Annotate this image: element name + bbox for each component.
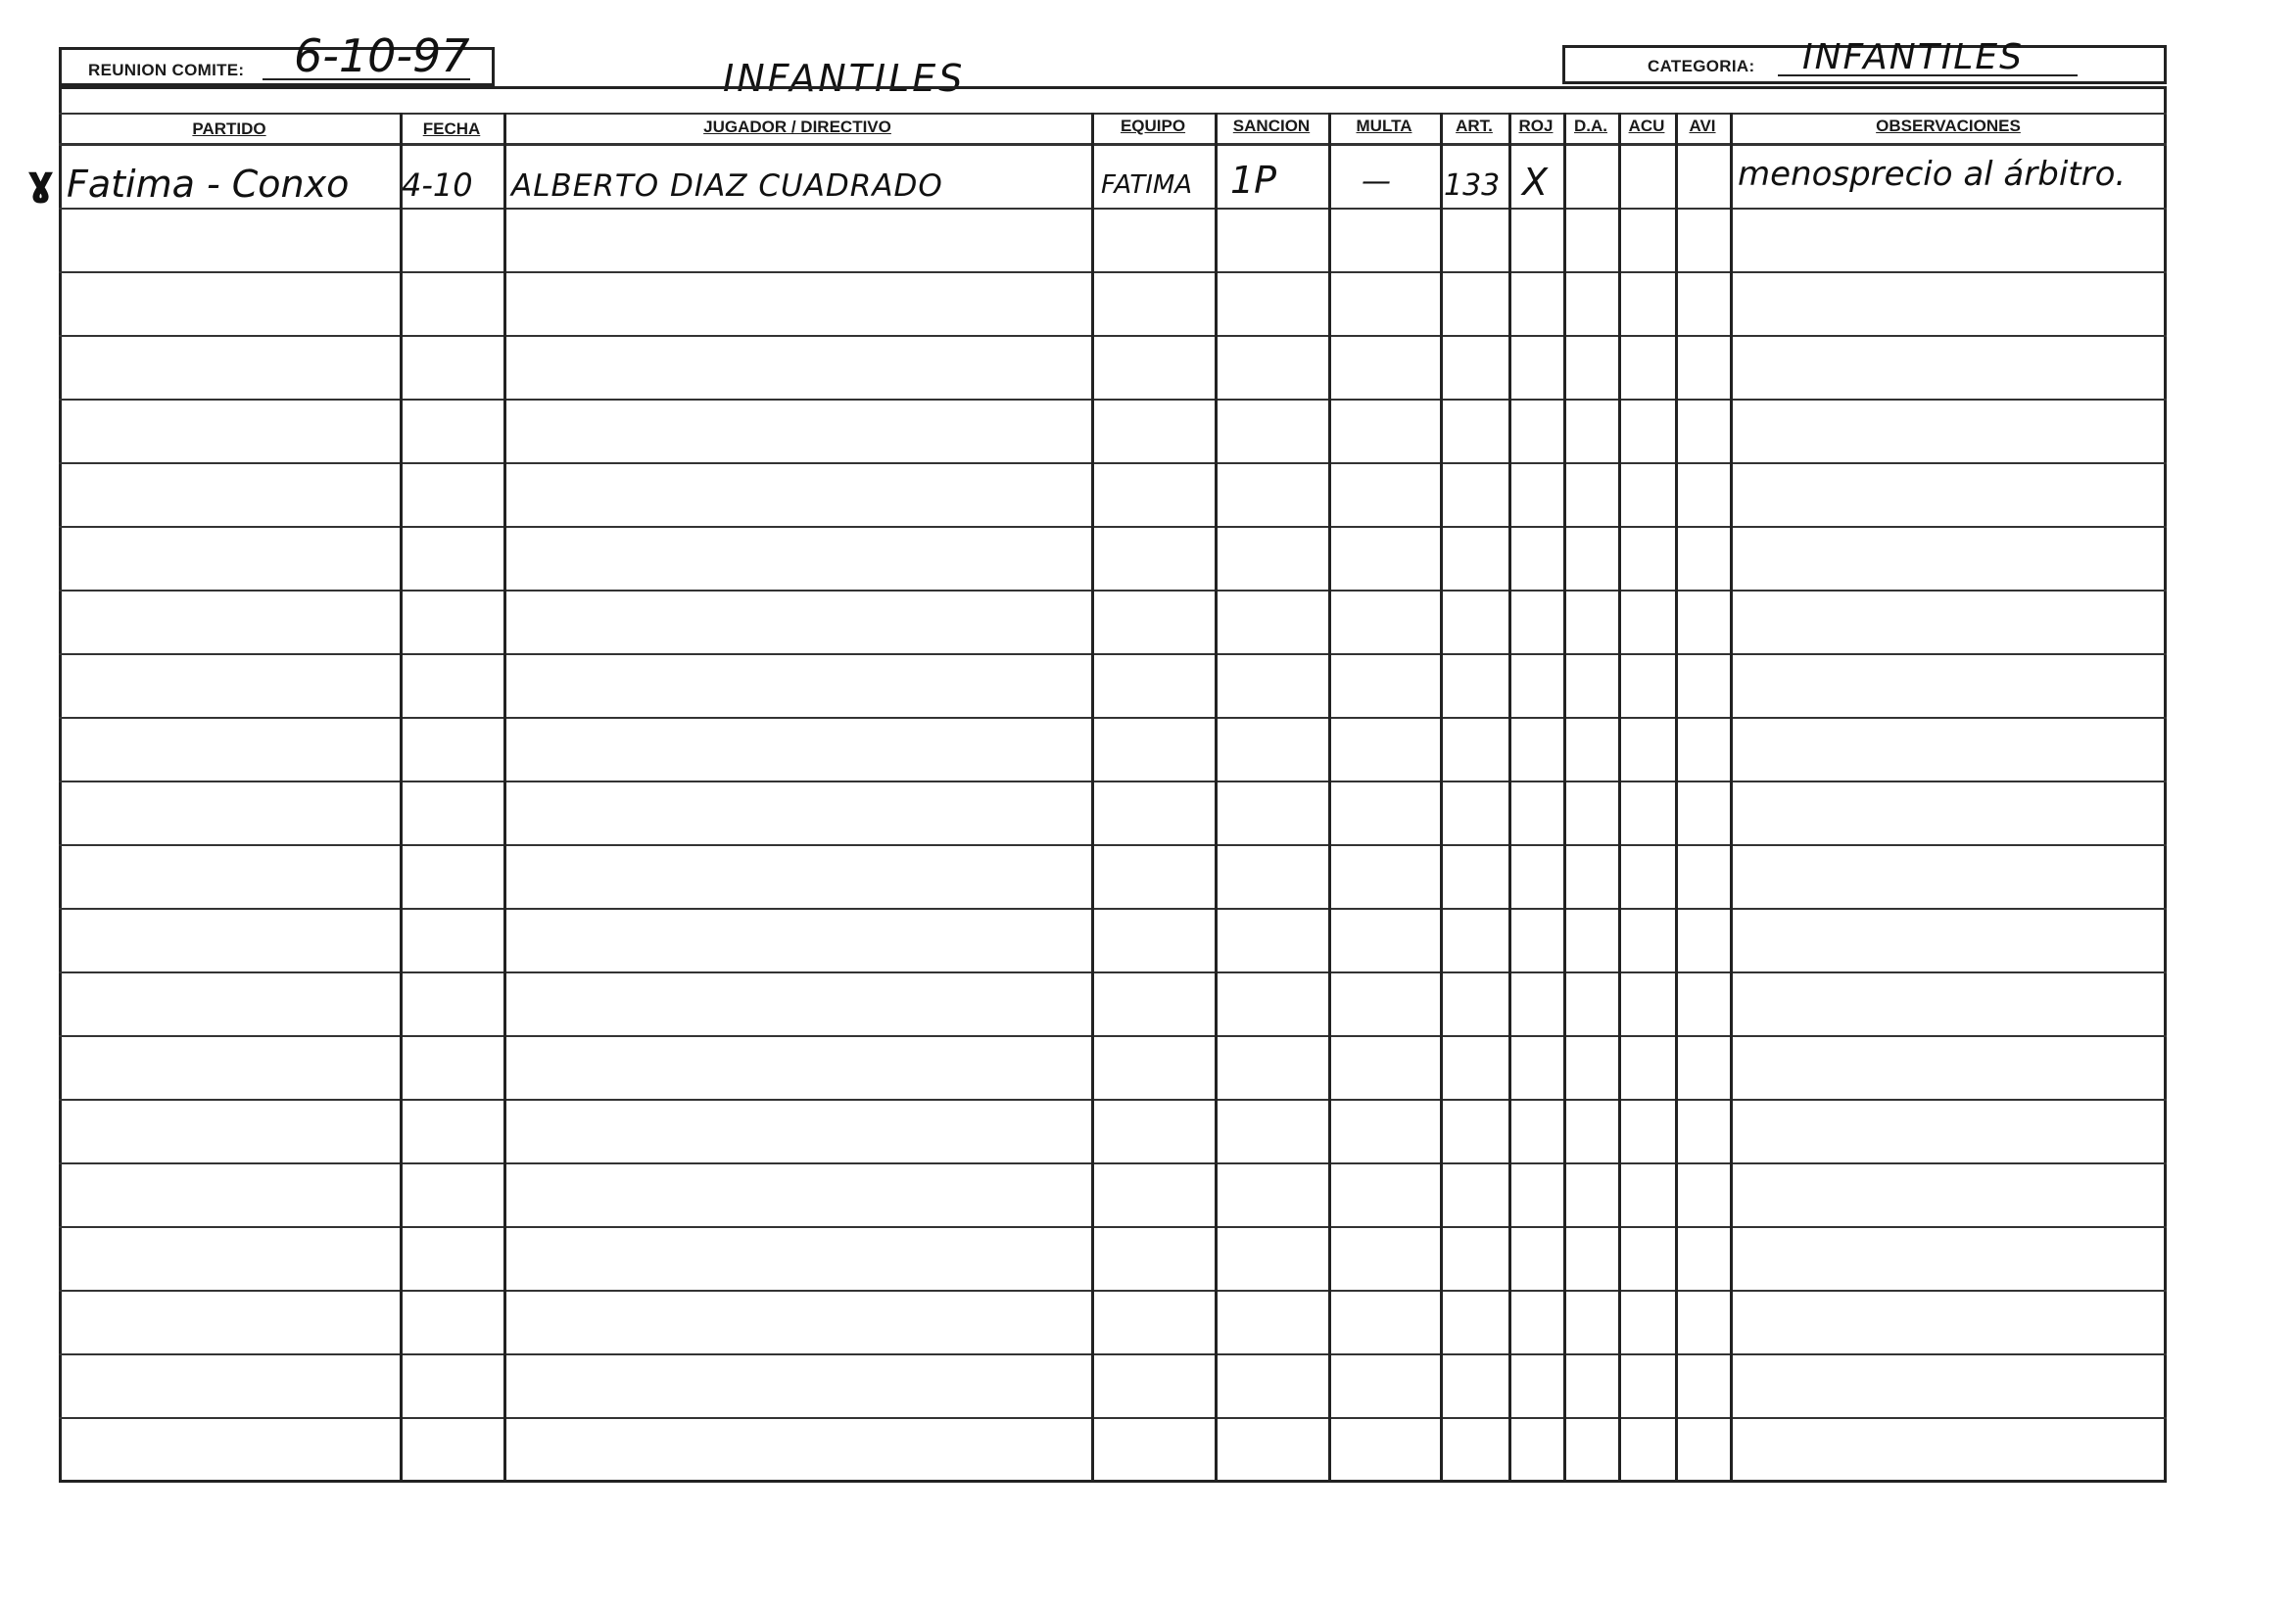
col-header-roj: ROJ [1518,117,1554,135]
row-line [59,1290,2167,1292]
row-line [59,1035,2167,1037]
column-divider [1730,113,1733,1483]
row-line [59,399,2167,401]
column-divider [503,113,506,1483]
col-header-fecha: FECHA [422,119,481,138]
col-header-observaciones: OBSERVACIONES [1876,117,2021,135]
column-divider [1508,113,1511,1483]
column-divider [1563,113,1566,1483]
col-header-equipo: EQUIPO [1120,117,1186,135]
reunion-comite-label: REUNION COMITE: [88,61,245,79]
column-divider [1440,113,1443,1483]
cell-roj: X [1522,161,1549,204]
cell-fecha: 4-10 [402,166,473,204]
row-line [59,717,2167,719]
col-header-jugador: JUGADOR / DIRECTIVO [703,118,891,136]
col-header-avi: AVI [1689,117,1716,135]
row-line [59,781,2167,782]
categoria-value: INFANTILES [1802,37,2024,77]
categoria-label: CATEGORIA: [1648,57,1755,75]
row-line [59,971,2167,973]
row-line [59,1417,2167,1419]
col-header-partido: PARTIDO [192,119,266,138]
cell-equipo: FATIMA [1101,170,1193,200]
column-divider [1675,113,1678,1483]
row-line [59,1162,2167,1164]
cell-art: 133 [1444,168,1501,203]
sanctions-table [59,86,2167,1483]
column-divider [400,113,403,1483]
row-marker: ɣ [27,157,55,205]
cell-multa: — [1362,165,1391,199]
center-title: INFANTILES [723,57,966,100]
row-line [59,208,2167,210]
col-header-sancion: SANCION [1232,117,1311,135]
cell-partido: Fatima - Conxo [67,163,350,206]
col-header-da: D.A. [1574,117,1607,135]
row-line [59,590,2167,592]
column-divider [1091,113,1094,1483]
col-header-art: ART. [1456,117,1493,135]
column-divider [1215,113,1218,1483]
reunion-comite-date: 6-10-97 [294,29,470,82]
col-header-acu: ACU [1628,117,1665,135]
row-line [59,1226,2167,1228]
row-line [59,908,2167,910]
cell-observaciones: menosprecio al árbitro. [1738,155,2127,194]
row-line [59,844,2167,846]
row-line [59,271,2167,273]
row-line [59,462,2167,464]
column-divider [1328,113,1331,1483]
row-line [59,335,2167,337]
row-line [59,526,2167,528]
cell-jugador: ALBERTO DIAZ CUADRADO [511,168,943,204]
cell-sancion: 1P [1230,159,1277,202]
row-line [59,1353,2167,1355]
col-header-multa: MULTA [1356,117,1412,135]
row-line [59,1099,2167,1101]
header-top-line [59,113,2167,115]
row-line [59,653,2167,655]
header-bottom-line [59,143,2167,146]
column-divider [1618,113,1621,1483]
